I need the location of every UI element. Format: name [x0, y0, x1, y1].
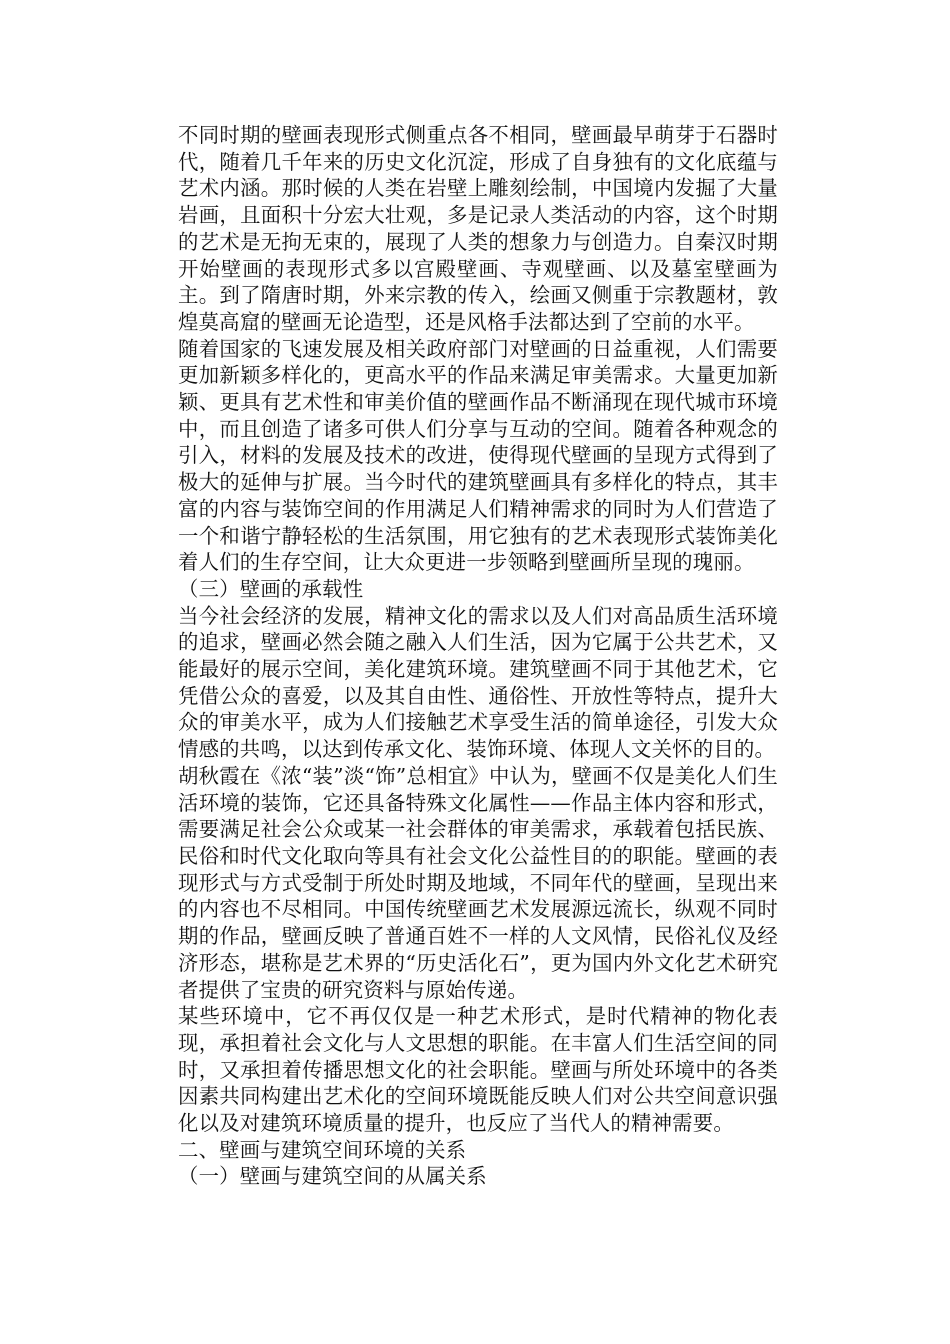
section-heading-carrying-capacity: （三）壁画的承载性: [178, 576, 364, 601]
chapter-heading-mural-architecture: 二、壁画与建筑空间环境的关系: [178, 1137, 467, 1162]
paragraph-mural-history: 不同时期的壁画表现形式侧重点各不相同，壁画最早萌芽于石器时代，随着几千年来的历史文化沉淀，形成了自身独有的文化底蕴与艺术内涵。那时候的人类在岩壁上雕刻绘制，中国境内发掘了大量岩画，且面积十分宏大壮观，多是记录人类活动的内容，这个时期的艺术是无拘无束的，展现了人类的想象力与创造力。自秦汉时期开始壁画的表现形式多以宫殿壁画、寺观壁画、以及墓室壁画为主。到了隋唐时期，外来宗教的传入，绘画又侧重于宗教题材，敦煌莫高窟的壁画无论造型，还是风格手法都达到了空前的水平。: [178, 123, 778, 334]
paragraph-cultural-attributes: 胡秋霞在《浓“装”淡“饰”总相宜》中认为，壁画不仅是美化人们生活环境的装饰，它还具备特殊文化属性——作品主体内容和形式，需要满足社会公众或某一社会群体的审美需求，承载着包括民族、民俗和时代文化取向等具有社会文化公益性目的的职能。壁画的表现形式与方式受制于所处时期及地域，不同年代的壁画，呈现出来的内容也不尽相同。中国传统壁画艺术发展源远流长，纵观不同时期的作品，壁画反映了普通百姓不一样的人文风情，民俗礼仪及经济形态，堪称是艺术界的“历史活化石”，更为国内外文化艺术研究者提供了宝贵的研究资料与原始传递。: [178, 763, 778, 1002]
paragraph-modern-murals: 随着国家的飞速发展及相关政府部门对壁画的日益重视，人们需要更加新颖多样化的，更高水平的作品来满足审美需求。大量更加新颖、更具有艺术性和审美价值的壁画作品不断涌现在现代城市环境中，而且创造了诸多可供人们分享与互动的空间。随着各种观念的引入，材料的发展及技术的改进，使得现代壁画的呈现方式得到了极大的延伸与扩展。当今时代的建筑壁画具有多样化的特点，其丰富的内容与装饰空间的作用满足人们精神需求的同时为人们营造了一个和谐宁静轻松的生活氛围，用它独有的艺术表现形式装饰美化着人们的生存空间，让大众更进一步领略到壁画所呈现的瑰丽。: [178, 336, 778, 575]
section-heading-subordinate-relation: （一）壁画与建筑空间的从属关系: [178, 1164, 487, 1189]
paragraph-spiritual-materialization: 某些环境中，它不再仅仅是一种艺术形式，是时代精神的物化表现，承担着社会文化与人文思想的职能。在丰富人们生活空间的同时，又承担着传播思想文化的社会职能。壁画与所处环境中的各类因素共同构建出艺术化的空间环境既能反映人们对公共空间意识强化以及对建筑环境质量的提升，也反应了当代人的精神需要。: [178, 1004, 778, 1136]
document-page: [178, 122, 778, 1190]
paragraph-public-art: 当今社会经济的发展，精神文化的需求以及人们对高品质生活环境的追求，壁画必然会随之融入人们生活，因为它属于公共艺术，又能最好的展示空间，美化建筑环境。建筑壁画不同于其他艺术，它凭借公众的喜爱，以及其自由性、通俗性、开放性等特点，提升大众的审美水平，成为人们接触艺术享受生活的简单途径，引发大众情感的共鸣，以达到传承文化、装饰环境、体现人文关怀的目的。: [178, 603, 778, 762]
